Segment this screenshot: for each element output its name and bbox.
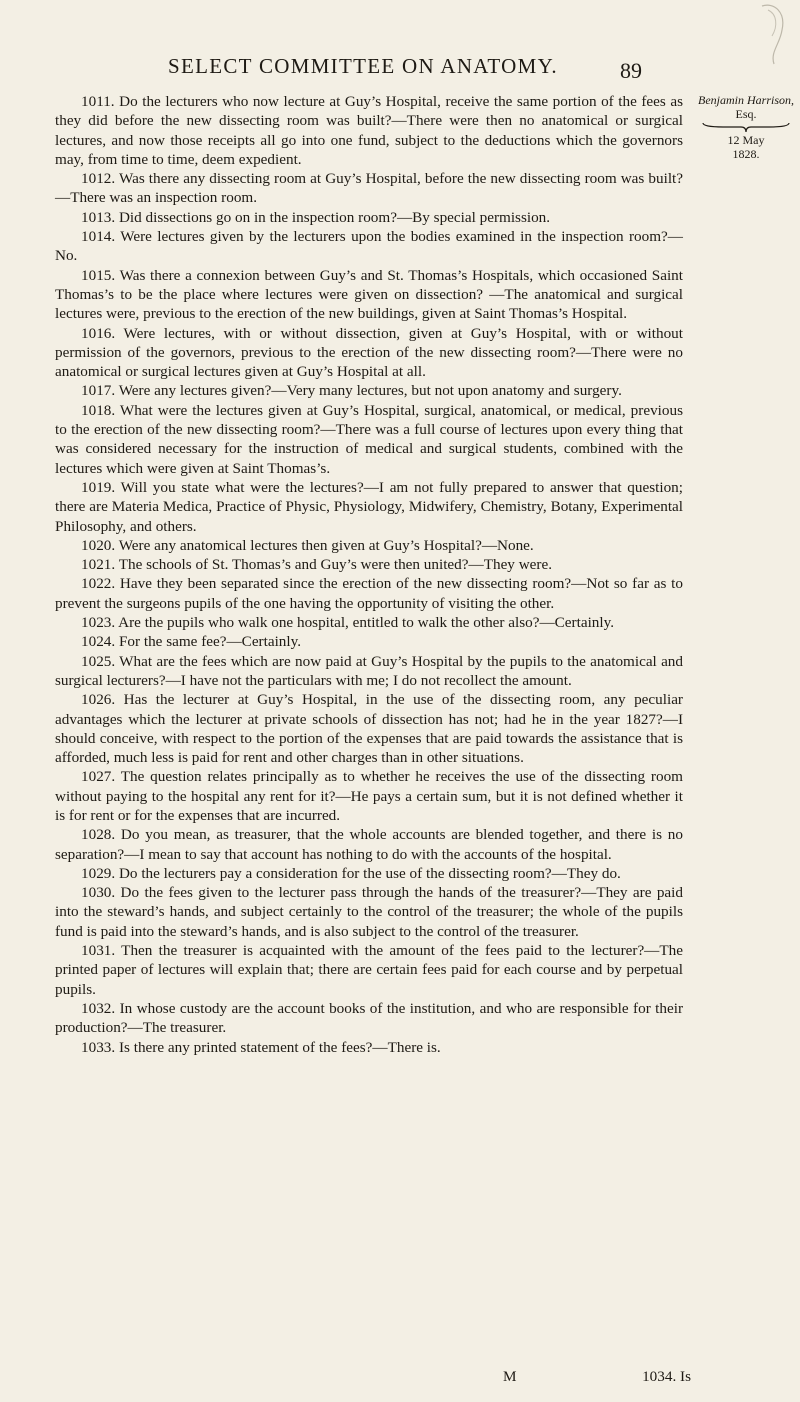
date-line-2: 1828. — [732, 147, 760, 161]
qa-paragraph: 1020. Were any anatomical lectures then given at Guy’s Hospital?—None. — [81, 536, 534, 554]
date-line-1: 12 May — [727, 133, 765, 147]
qa-paragraph: 1015. Was there a connexion between Guy’s and St. Thomas’s Hospitals, which occasioned Saint Thomas’s to be the place where lectures were given on dissection? —The anatomical and surgical lectures were, previous to the erection of the new buildings, given at Saint Thomas’s Hospital. — [55, 266, 683, 323]
witness-margin-note — [697, 93, 795, 161]
ink-stain-mark — [744, 0, 794, 70]
qa-paragraph: 1025. What are the fees which are now paid at Guy’s Hospital by the pupils to the anatomical and surgical lecturers?—I have not the particulars with me; I do not recollect the amount. — [55, 652, 683, 689]
brace-icon — [701, 121, 791, 133]
qa-paragraph: 1017. Were any lectures given?—Very many lectures, but not upon anatomy and surgery. — [81, 382, 622, 400]
qa-paragraph: 1026. Has the lecturer at Guy’s Hospital, in the use of the dissecting room, any peculiar advantages which the lecturer at private schools of dissection has not; had he in the year 1827?—I should conceive, with respect to the portion of the expenses that are paid towards the assistance that is afforded, much less is paid for rent and other charges than in other situations. — [55, 691, 683, 767]
page-footer — [55, 1368, 691, 1390]
qa-paragraph: 1029. Do the lecturers pay a consideration for the use of the dissecting room?—They do. — [81, 864, 621, 882]
witness-name: Benjamin Harrison, — [698, 93, 794, 107]
qa-paragraph: 1031. Then the treasurer is acquainted with the amount of the fees paid to the lecturer?—The printed paper of lectures will explain that; there are certain fees paid for each course and by perpetual pupils. — [55, 942, 683, 998]
qa-paragraph: 1030. Do the fees given to the lecturer pass through the hands of the treasurer?—They are paid into the steward’s hands, and subject certainly to the control of the treasurer; the whole of the pupils fund is paid into the steward’s hands, and is also subject to the control of the treasurer. — [55, 884, 683, 940]
qa-paragraph: 1022. Have they been separated since the erection of the new dissecting room?—Not so far as to prevent the surgeons pupils of the one having the opportunity of visiting the other. — [55, 575, 683, 612]
qa-paragraph: 1021. The schools of St. Thomas’s and Guy’s were then united?—They were. — [81, 556, 553, 574]
witness-title: Esq. — [735, 107, 757, 121]
qa-paragraph: 1016. Were lectures, with or without dissection, given at Guy’s Hospital, with or without permission of the governors, previous to the erection of the new dissecting room?—There were no anatomical or surgical lectures given at Guy’s Hospital at all. — [55, 324, 683, 381]
qa-paragraph: 1024. For the same fee?—Certainly. — [81, 633, 302, 651]
qa-paragraph: 1032. In whose custody are the account books of the institution, and who are responsible for their production?—The treasurer. — [55, 999, 683, 1037]
page-number: 89 — [620, 58, 642, 83]
qa-paragraph: 1013. Did dissections go on in the inspection room?—By special permission. — [81, 208, 551, 226]
catchword: 1034. Is — [642, 1368, 691, 1385]
qa-paragraph: 1011. Do the lecturers who now lecture at Guy’s Hospital, receive the same portion of the fees as they did before the new dissecting room was built?—There were then no anatomical or surgical lectures, and now those receipts all go into one fund, subject to the deductions which the governors may, from time to time, deem expedient. — [55, 93, 683, 168]
qa-paragraph: 1018. What were the lectures given at Guy’s Hospital, surgical, anatomical, or medical, previous to the erection of the new dissecting room?—There was a full course of lectures upon every thing that was considered necessary for the instruction of medical and surgical students, combined with the lectures which were given at Saint Thomas’s. — [55, 401, 683, 477]
page-header — [110, 54, 642, 94]
qa-paragraph: 1028. Do you mean, as treasurer, that the whole accounts are blended together, and there is no separation?—I mean to say that account has nothing to do with the accounts of the hospital. — [55, 826, 683, 863]
testimony-body — [55, 92, 683, 1057]
signature-mark: M — [503, 1368, 517, 1385]
qa-paragraph: 1019. Will you state what were the lectures?—I am not fully prepared to answer that question; there are Materia Medica, Practice of Physic, Physiology, Midwifery, Chemistry, Botany, Experimental Philosophy, and others. — [55, 478, 683, 535]
qa-paragraph: 1027. The question relates principally as to whether he receives the use of the dissecting room without paying to the hospital any rent for it?—He pays a certain sum, but it is not defined whether it is for rent or for the expenses that are incurred. — [55, 768, 683, 824]
qa-paragraph: 1023. Are the pupils who walk one hospital, entitled to walk the other also?—Certainly. — [81, 614, 614, 632]
qa-paragraph: 1033. Is there any printed statement of the fees?—There is. — [81, 1038, 441, 1056]
qa-paragraph: 1014. Were lectures given by the lecturers upon the bodies examined in the inspection room?—No. — [55, 228, 683, 265]
qa-paragraph: 1012. Was there any dissecting room at Guy’s Hospital, before the new dissecting room was built?—There was an inspection room. — [55, 170, 683, 207]
running-title: SELECT COMMITTEE ON ANATOMY. — [168, 54, 558, 78]
